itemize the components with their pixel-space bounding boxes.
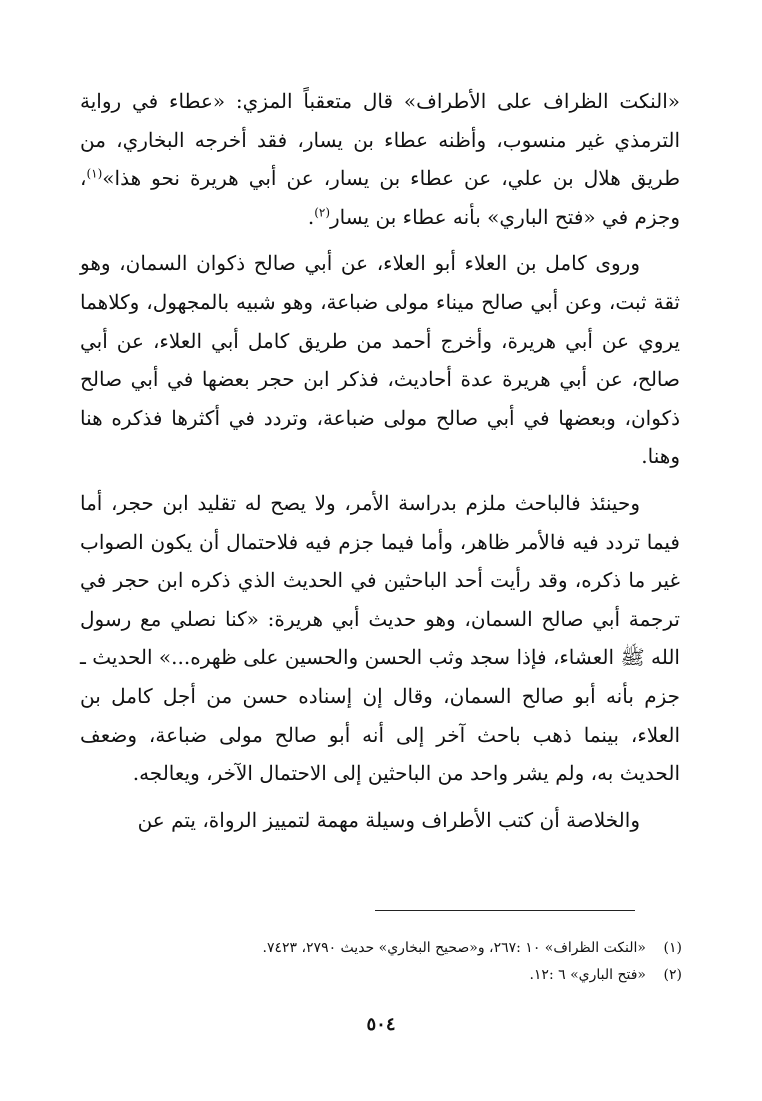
footnote-text: «فتح الباري» ٦ :١٢.: [529, 967, 646, 983]
footnote-number: (٢): [663, 967, 682, 983]
main-text: [80, 82, 680, 847]
page-number: ٥٠٤: [366, 1014, 396, 1035]
paragraph-2: وروى كامل بن العلاء أبو العلاء، عن أبي صالح ذكوان السمان، وهو ثقة ثبت، وعن أبي صالح ميناء مولى ضباعة، وهو شبيه بالمجهول، وكلاهما يروي عن أبي هريرة، وأخرج أحمد من طريق كامل أبي العلاء، عن أبي صالح، عن أبي هريرة عدة أحاديث، فذكر ابن حجر بعضها في أبي صالح ذكوان، وبعضها في أبي صالح مولى ضباعة، وتردد في أكثرها فذكره هنا وهنا.: [80, 251, 681, 469]
paragraph-1-line-2: الترمذي غير منسوب، وأظنه عطاء بن يسار، فقد أخرجه البخاري، من: [80, 127, 680, 152]
paragraph-1: [80, 82, 680, 236]
paragraph-4: والخلاصة أن كتب الأطراف وسيلة مهمة لتمييز الرواة، يتم عن: [137, 807, 640, 832]
paragraph-1-line-3: طريق هلال بن علي، عن عطاء بن يسار، عن أبي هريرة نحو هذا»: [102, 166, 680, 191]
footnote-1: [120, 935, 682, 962]
footnote-text: «النكت الظراف» ١٠ :٢٦٧، و«صحيح البخاري» حديث ٢٧٩٠، ٧٤٢٣.: [262, 940, 646, 956]
paragraph-1-end: .: [307, 204, 315, 229]
footnote-ref-1: (١): [86, 166, 103, 181]
footnote-number: (١): [663, 940, 682, 956]
paragraph-1-line-1: «النكت الظراف على الأطراف» قال متعقباً المزي: «عطاء في رواية: [80, 89, 680, 113]
footnote-2: [120, 962, 682, 989]
footnote-ref-2: (٢): [314, 205, 331, 220]
footnote-separator: [375, 910, 635, 911]
paragraph-3: وحينئذ فالباحث ملزم بدراسة الأمر، ولا يصح له تقليد ابن حجر، أما فيما تردد فيه فالأمر ظاهر، وأما فيما جزم فيه فلاحتمال أن يكون الصواب غير ما ذكره، وقد رأيت أحد الباحثين في الحديث الذي ذكره ابن حجر في ترجمة أبي صالح السمان، وهو حديث أبي هريرة: «كنا نصلي مع رسول الله ﷺ العشاء، فإذا سجد وثب الحسن والحسين على ظهره...» الحديث ـ جزم بأنه أبو صالح السمان، وقال إن إسناده حسن من أجل كامل بن العلاء، بينما ذهب باحث آخر إلى أنه أبو صالح مولى ضباعة، وضعف الحديث به، ولم يشر واحد من الباحثين إلى الاحتمال الآخر، ويعالجه.: [80, 490, 680, 786]
footnotes: [120, 935, 682, 989]
paragraph-1-continuation: ، وجزم في «فتح الباري» بأنه عطاء بن يسار: [80, 166, 680, 229]
